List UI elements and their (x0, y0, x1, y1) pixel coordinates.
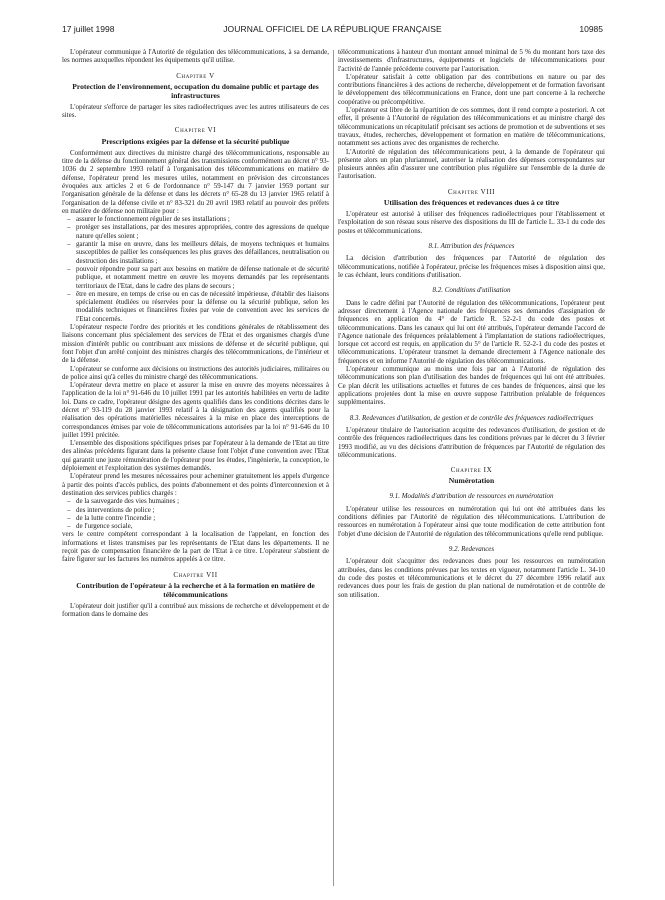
paragraph: L'opérateur satisfait à cette obligation par des contributions en nature ou par des contributions financières à des actions de recherche, développement et de formation favorisant le développement des télécommunications en France, dont une part concerne à la recherche coopérative ou précompétitive. (338, 72, 605, 106)
dash-list (62, 497, 329, 530)
chapter-title: Contribution de l'opérateur à la recherche et à la formation en matière de télécommunications (76, 580, 315, 599)
paragraph: L'opérateur communique à l'Autorité de régulation des télécommunications, à sa demande, les normes auxquelles répondent les équipements qu'il utilise. (62, 48, 329, 65)
paragraph: L'opérateur se conforme aux décisions ou instructions des autorités judiciaires, militaires ou de police ainsi qu'à celles du ministre chargé des télécommunications. (62, 364, 329, 381)
paragraph: L'opérateur utilise les ressources en numérotation qui lui ont été attribuées dans les conditions définies par l'Autorité de régulation des télécommunications. L'attribution de ressources en numérotation à l'opérateur ainsi que toute modification de cette attribution font l'objet d'une décision de l'Autorité de régulation des télécommunications qu'elle rend publique. (338, 504, 605, 538)
list-item: – pouvoir répondre pour sa part aux besoins en matière de défense nationale et de sécurité publique, et notamment mettre en œuvre les moyens demandés par les représentants territoriaux de l'Etat, dans le cadre des plans de secours ; (76, 265, 329, 290)
paragraph: La décision d'attribution des fréquences par l'Autorité de régulation des télécommunications, notifiée à l'opérateur, précise les fréquences mises à disposition ainsi que, le cas échéant, leurs conditions d'utilisation. (338, 254, 605, 279)
paragraph: Dans le cadre défini par l'Autorité de régulation des télécommunications, l'opérateur peut adresser directement à l'Agence nationale des fréquences ses demandes d'assignation de fréquences en application du 4° de l'article R. 52-2-1 du code des postes et télécommunications. Dans les canaux qui lui ont été attribués, l'opérateur demande l'accord de l'Agence nationale des fréquences préalablement à l'implantation de stations radioélectriques, lorsque cet accord est requis, en application du 5° de l'article R. 52-2-1 du code des postes et télécommunications. L'opérateur transmet la demande directement à l'Agence nationale des fréquences et en informe l'Autorité de régulation des télécommunications. (338, 298, 605, 365)
section-title: 9.2. Redevances (448, 544, 495, 553)
list-item: – assurer le fonctionnement régulier de ses installations ; (76, 215, 329, 223)
chapter-label: Chapitre VI (174, 126, 217, 135)
paragraph: L'opérateur respecte l'ordre des priorités et les conditions générales de rétablissement des liaisons concernant plus spécialement des services de l'Etat et des organismes chargés d'une mission d'intérêt public ou contribuant aux missions de défense et de sécurité publique, qui font l'objet d'un arrêté conjoint des ministres chargés des télécommunications, de l'intérieur et de la défense. (62, 323, 329, 365)
paragraph: L'opérateur prend les mesures nécessaires pour acheminer gratuitement les appels d'urgence à partir des points d'accès publics, des points d'abonnement et des points d'interconnexion et à destination des services publics chargés : (62, 472, 329, 497)
paragraph: L'opérateur communique au moins une fois par an à l'Autorité de régulation des télécommunications son plan d'utilisation des bandes de fréquences qui lui ont été attribuées. Ce plan décrit les utilisations actuelles et futures de ces bandes de fréquences, ainsi que les applications projetées dont la mise en œuvre suppose l'attribution préalable de fréquences supplémentaires. (338, 365, 605, 407)
column-divider (333, 50, 334, 886)
right-column (338, 48, 605, 890)
paragraph: L'opérateur doit s'acquitter des redevances dues pour les ressources en numérotation attribuées, dans les conditions prévues par les textes en vigueur, notamment l'article L. 34-10 du code des postes et télécommunications et le décret du 27 décembre 1996 relatif aux redevances dues pour les frais de gestion du plan national de numérotation et de contrôle de son utilisation. (338, 557, 605, 599)
list-item: – de la sauvegarde des vies humaines ; (76, 497, 329, 505)
section-title: 9.1. Modalités d'attribution de ressources en numérotation (389, 492, 554, 501)
paragraph: L'opérateur titulaire de l'autorisation acquitte des redevances d'utilisation, de gestion et de contrôle des fréquences radioélectriques dans les conditions prévues par le décret du 3 février 1993 modifié, au vu des décisions d'attribution de fréquences par l'Autorité de régulation des télécommunications. (338, 425, 605, 459)
paragraph: L'opérateur devra mettre en place et assurer la mise en œuvre des moyens nécessaires à l'application de la loi n° 91-646 du 10 juillet 1991 par les autorités habilitées en vertu de ladite loi. Dans ce cadre, l'opérateur désigne des agents qualifiés dans les conditions décrites dans le décret n° 93-119 du 28 janvier 1993 relatif à la désignation des agents qualifiés pour la réalisation des opérations matérielles nécessaires à la mise en place des interceptions de correspondances émises par voie de télécommunications autorisées par la loi n° 91-646 du 10 juillet 1991 précitée. (62, 381, 329, 439)
header-page-number: 10985 (579, 24, 603, 34)
paragraph: L'opérateur doit justifier qu'il a contribué aux missions de recherche et développement et de formation dans le domaine des (62, 601, 329, 619)
list-item: – garantir la mise en œuvre, dans les meilleurs délais, de moyens techniques et humains susceptibles de pallier les conséquences les plus graves des défaillances, neutralisation ou destruction des installations ; (76, 240, 329, 265)
chapter-label: Chapitre V (176, 71, 215, 80)
paragraph: L'opérateur s'efforce de partager les sites radioélectriques avec les autres utilisateurs de ces sites. (62, 102, 329, 120)
paragraph: L'opérateur est autorisé à utiliser des fréquences radioélectriques pour l'établissement et l'exploitation de son réseau sous réserve des dispositions du III de l'article L. 33-1 du code des postes et télécommunications. (338, 210, 605, 235)
list-item: – protéger ses installations, par des mesures appropriées, contre des agressions de quelque nature qu'elles soient ; (76, 223, 329, 240)
list-item: – de l'urgence sociale, (76, 522, 329, 530)
paragraph: L'opérateur est libre de la répartition de ces sommes, dont il rend compte a posteriori. A cet effet, il présente à l'Autorité de régulation des télécommunications et au ministre chargé des télécommunications un récapitulatif précisant ses actions de promotion et de subventions et ses travaux, études, recherches, développement et formation en matière de télécommunications, notamment ses actions avec des organismes de recherche. (338, 106, 605, 148)
chapter-label: Chapitre IX (450, 466, 493, 475)
chapter-title: Utilisation des fréquences et redevances dues à ce titre (383, 198, 560, 208)
chapter-title: Numérotation (448, 476, 495, 486)
left-column (62, 48, 329, 890)
paragraph: L'Autorité de régulation des télécommunications peut, à la demande de l'opérateur qui présente alors un plan pluriannuel, autoriser la réalisation des dépenses correspondantes sur plusieurs années afin d'assurer une contribution plus régulière sur l'ensemble de la durée de l'autorisation. (338, 147, 605, 181)
list-item: – être en mesure, en temps de crise ou en cas de nécessité impérieuse, d'établir des liaisons spécialement étudiées ou réservées pour la défense ou la sécurité publique, selon les modalités techniques et financières fixées par voie de convention avec les services de l'Etat concernés. (76, 290, 329, 323)
list-item: – de la lutte contre l'incendie ; (76, 514, 329, 522)
chapter-title: Protection de l'environnement, occupation du domaine public et partage des infrastructures (72, 81, 319, 100)
section-title: 8.3. Redevances d'utilisation, de gestion et de contrôle des fréquences radioélectriques (349, 413, 594, 422)
running-header (0, 24, 665, 40)
header-journal-title: JOURNAL OFFICIEL DE LA RÉPUBLIQUE FRANÇAISE (223, 24, 442, 34)
section-title: 8.2. Conditions d'utilisation (432, 286, 511, 295)
chapter-label: Chapitre VII (173, 570, 218, 579)
section-title: 8.1. Attribution des fréquences (428, 241, 515, 250)
list-item: – des interventions de police ; (76, 506, 329, 514)
chapter-title: Prescriptions exigées par la défense et la sécurité publique (101, 136, 290, 146)
paragraph: L'ensemble des dispositions spécifiques prises par l'opérateur à la demande de l'Etat au titre des alinéas précédents figurant dans la présente clause font l'objet d'une convention avec l'Etat qui garantit une juste rémunération de l'opérateur pour les études, l'ingénierie, la conception, le déploiement et l'exploitation des systèmes demandés. (62, 439, 329, 473)
paragraph: vers le centre compétent correspondant à la localisation de l'appelant, en fonction des informations et listes transmises par les représentants de l'Etat dans les départements. Il ne reçoit pas de compensation financière de la part de l'Etat à ce titre. L'opérateur s'abstient de faire figurer sur les factures les numéros appelés à ce titre. (62, 530, 329, 564)
paragraph: Conformément aux directives du ministre chargé des télécommunications, responsable au titre de la défense du fonctionnement général des transmissions conformément au décret n° 93-1036 du 2 septembre 1993 relatif à l'organisation des télécommunications en matière de défense, l'opérateur prend les mesures utiles, notamment en prévision des circonstances évoquées aux articles 2 et 6 de l'ordonnance n° 59-147 du 7 janvier 1959 portant sur l'organisation générale de la défense et dans les décrets n° 65-28 du 13 janvier 1965 relatif à l'organisation de la défense civile et n° 83-321 du 20 avril 1983 relatif au pouvoir des préfets en matière de défense non militaire pour : (62, 148, 329, 215)
chapter-label: Chapitre VIII (447, 187, 496, 196)
dash-list (62, 215, 329, 323)
paragraph: télécommunications à hauteur d'un montant annuel minimal de 5 % du montant hors taxe des investissements d'infrastructures, équipements et logiciels de télécommunications pour l'activité de l'année précédente couverte par l'autorisation. (338, 48, 605, 73)
header-date: 17 juillet 1998 (62, 24, 115, 34)
